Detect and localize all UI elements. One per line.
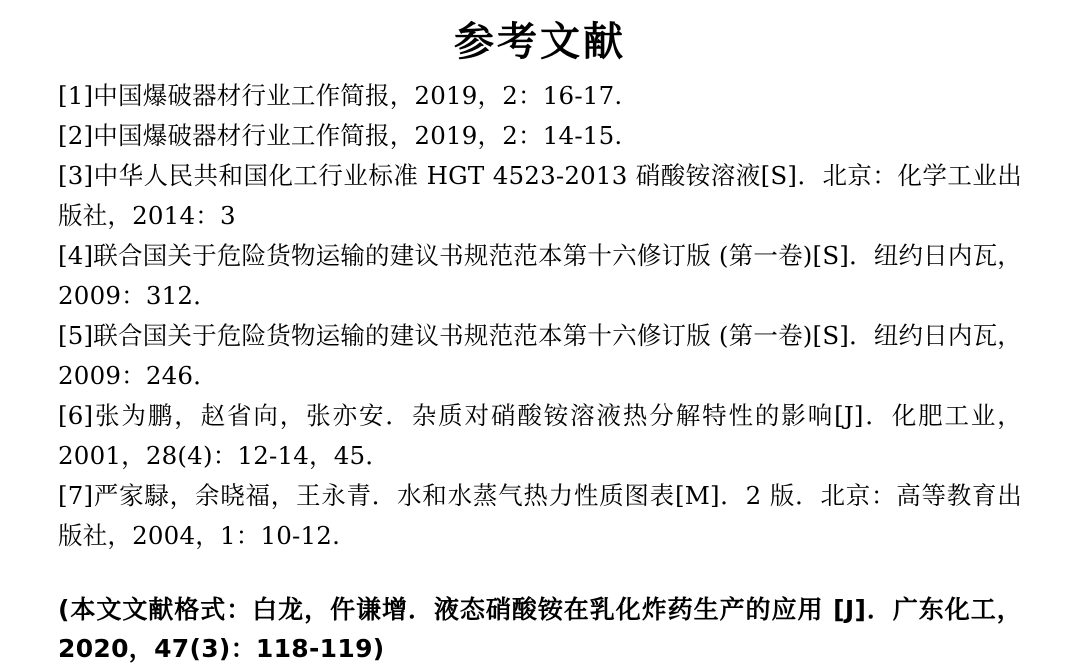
- list-item: [6]张为鹏，赵省向，张亦安．杂质对硝酸铵溶液热分解特性的影响[J]．化肥工业，2001，28(4)：12-14，45．: [58, 401, 1022, 470]
- list-item: [4]联合国关于危险货物运输的建议书规范范本第十六修订版 (第一卷)[S]．纽约日内瓦，2009：312．: [58, 241, 1022, 310]
- list-item: [7]严家騄，余晓福，王永青．水和水蒸气热力性质图表[M]．2 版．北京：高等教育出版社，2004，1：10-12.: [58, 481, 1022, 550]
- list-item: [3]中华人民共和国化工行业标准 HGT 4523-2013 硝酸铵溶液[S]．北京：化学工业出版社，2014：3: [58, 161, 1022, 230]
- list-item: [2]中国爆破器材行业工作简报，2019，2：14-15.: [58, 121, 623, 150]
- page-title: 参考文献: [454, 19, 626, 65]
- reference-list: [58, 76, 1022, 556]
- list-item: [5]联合国关于危险货物运输的建议书规范范本第十六修订版 (第一卷)[S]．纽约日内瓦，2009：246．: [58, 321, 1022, 390]
- citation-note: (本文文献格式：白龙，仵谦增．液态硝酸铵在乳化炸药生产的应用 [J]．广东化工，2020，47(3)：118-119): [58, 595, 1022, 663]
- list-item: [1]中国爆破器材行业工作简报，2019，2：16-17.: [58, 81, 623, 110]
